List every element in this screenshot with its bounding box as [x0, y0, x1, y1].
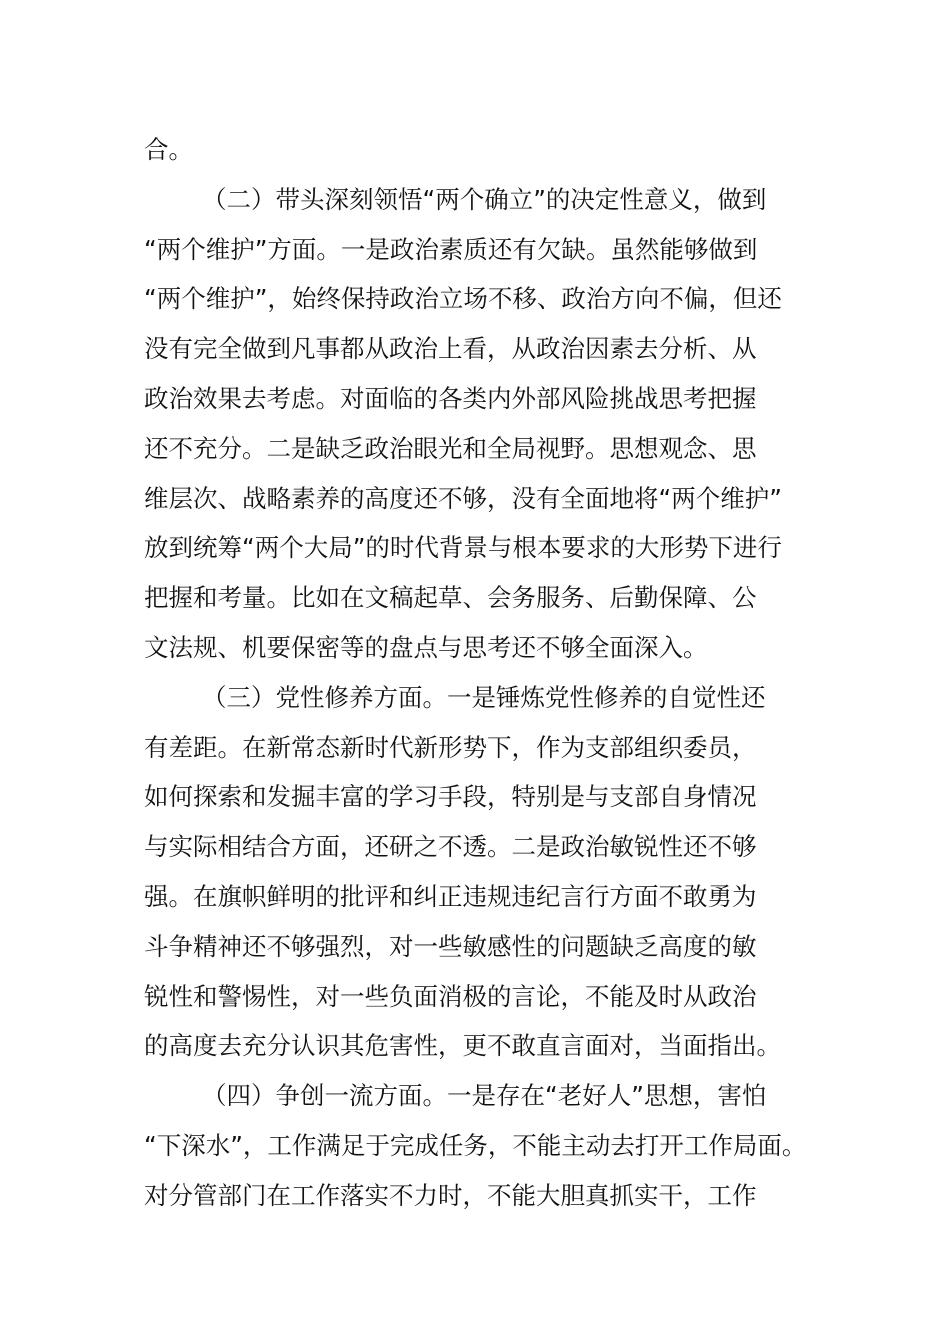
document-line: （四）争创一流方面。一是存在“老好人”思想，害怕: [202, 1081, 767, 1111]
document-line: （三）党性修养方面。一是锤炼党性修养的自觉性还: [202, 682, 766, 712]
document-line: 与实际相结合方面，还研之不透。二是政治敏锐性还不够: [144, 832, 757, 862]
document-line: 把握和考量。比如在文稿起草、会务服务、后勤保障、公: [144, 583, 757, 613]
document-line: “两个维护”，始终保持政治立场不移、政治方向不偏，但还: [144, 284, 782, 314]
document-line: 维层次、战略素养的高度还不够，没有全面地将“两个维护”: [144, 483, 782, 513]
document-line: 有差距。在新常态新时代新形势下，作为支部组织委员，: [144, 732, 757, 762]
document-line: 锐性和警惕性，对一些负面消极的言论，不能及时从政治: [144, 981, 757, 1011]
document-line: 强。在旗帜鲜明的批评和纠正违规违纪言行方面不敢勇为: [144, 881, 757, 911]
document-body: [144, 125, 820, 1221]
document-line: 如何探索和发掘丰富的学习手段，特别是与支部自身情况: [144, 782, 757, 812]
document-line: 还不充分。二是缺乏政治眼光和全局视野。思想观念、思: [144, 433, 757, 463]
document-line: “下深水”，工作满足于完成任务，不能主动去打开工作局面。: [144, 1130, 807, 1160]
document-line: 合。: [144, 135, 193, 164]
document-line: 斗争精神还不够强烈，对一些敏感性的问题缺乏高度的敏: [144, 931, 757, 961]
document-line: 的高度去充分认识其危害性，更不敢直言面对，当面指出。: [144, 1031, 781, 1061]
document-line: 政治效果去考虑。对面临的各类内外部风险挑战思考把握: [144, 383, 757, 413]
document-line: 对分管部门在工作落实不力时，不能大胆真抓实干，工作: [144, 1180, 757, 1210]
document-line: 没有完全做到凡事都从政治上看，从政治因素去分析、从: [144, 334, 757, 364]
document-line: 文法规、机要保密等的盘点与思考还不够全面深入。: [144, 632, 708, 662]
document-line: “两个维护”方面。一是政治素质还有欠缺。虽然能够做到: [144, 234, 758, 264]
document-line: 放到统筹“两个大局”的时代背景与根本要求的大形势下进行: [144, 533, 782, 563]
document-line: （二）带头深刻领悟“两个确立”的决定性意义，做到: [202, 184, 767, 214]
